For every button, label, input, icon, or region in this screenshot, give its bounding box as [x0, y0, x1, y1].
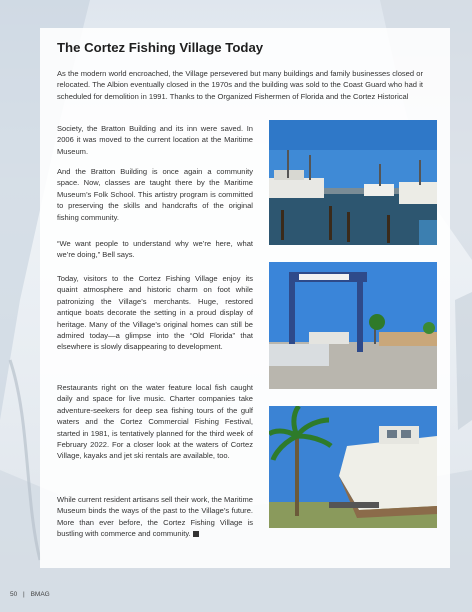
article-title: The Cortez Fishing Village Today [57, 40, 264, 55]
paragraph-2: And the Bratton Building is once again a community space. Now, classes are taught there by the Maritime Museum’s Folk School. This artistry program is committed to preserving the skills and handcrafts of the original fishing community. [57, 167, 253, 222]
marina-photo [269, 120, 437, 245]
publication-name: BMAG [30, 591, 50, 598]
paragraph-6-text: While current resident artisans sell their work, the Maritime Museum binds the ways of the past to the Village’s future. More than ever before, the Cortez Fishing Village is bustling with commerce and community. [57, 495, 253, 539]
paragraph-3-quote: “We want people to understand why we’re here, what we’re doing,” Bell says. [57, 239, 253, 260]
paragraph-1: As the modern world encroached, the Village persevered but many buildings and family businesses closed or relocated. The Albion eventually closed in the 1970s and the building was sold to the Coast Guard who had it scheduled for demolition in 1991. Thanks to the Organized Fishermen of Florida and the Cortez Historical [57, 69, 423, 101]
restored-boat-photo [269, 406, 437, 528]
page-number: 50 [10, 591, 18, 598]
footer-separator: | [23, 591, 25, 598]
page-footer [10, 591, 50, 598]
paragraph-5: Restaurants right on the water feature local fish caught daily and space for live music. Charter companies take adventure-seekers for deep sea fishing tours of the gulf waters and the Cortez Commercial Fishing Festival, started in 1981, is tentatively planned for the third week of February 2022. For a closer look at the waters of Cortez Village, kayaks and jet ski rentals are available, too. [57, 383, 253, 461]
boat-lift-photo [269, 262, 437, 389]
paragraph-4: Today, visitors to the Cortez Fishing Village enjoy its quaint atmosphere and historic charm on foot while patronizing the Village’s merchants. Huge, restored antique boats decorate the setting in a proud display of heritage. Many of the Village’s original homes can still be admired today—a glimpse into the “Old Florida” that elsewhere is slowly disappearing to development. [57, 274, 253, 352]
paragraph-1-continued: Society, the Bratton Building and its inn were saved. In 2006 it was moved to the current location at the Maritime Museum. [57, 124, 253, 156]
end-mark-icon [193, 531, 199, 537]
paragraph-6 [57, 494, 253, 540]
